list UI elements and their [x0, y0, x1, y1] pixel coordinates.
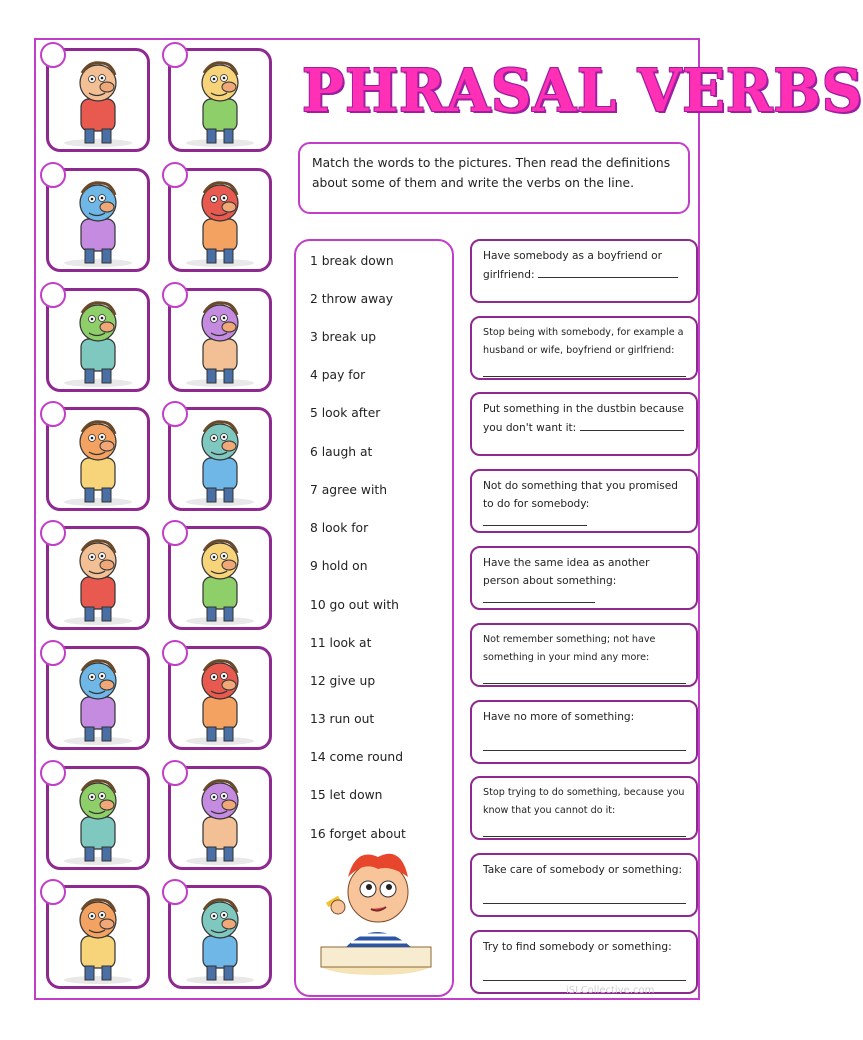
cartoon-illustration — [171, 171, 269, 269]
verb-item: 14 come round — [310, 750, 403, 764]
answer-circle[interactable] — [162, 42, 188, 68]
verb-item: 11 look at — [310, 636, 372, 650]
definition-box — [470, 776, 698, 840]
cartoon-illustration — [49, 410, 147, 508]
verb-item: 16 forget about — [310, 827, 406, 841]
cartoon-illustration — [49, 769, 147, 867]
definition-box — [470, 316, 698, 380]
definition-text: Stop being with somebody, for example a husband or wife, boyfriend or girlfriend: — [483, 327, 684, 356]
cartoon-illustration — [171, 769, 269, 867]
verb-item: 9 hold on — [310, 559, 368, 573]
definition-box — [470, 469, 698, 533]
verb-item: 4 pay for — [310, 368, 366, 382]
page-title: PHRASAL VERBS — [302, 56, 863, 126]
verb-item: 7 agree with — [310, 483, 387, 497]
verb-item: 13 run out — [310, 712, 375, 726]
cartoon-illustration — [171, 649, 269, 747]
answer-line[interactable] — [483, 360, 686, 377]
definition-box — [470, 546, 698, 610]
answer-line[interactable] — [483, 964, 686, 981]
verb-item: 2 throw away — [310, 292, 394, 306]
definition-text: Put something in the dustbin because you don't want it: — [483, 403, 684, 434]
verb-item: 12 give up — [310, 674, 376, 688]
verb-item: 1 break down — [310, 254, 394, 268]
definition-text: Have somebody as a boyfriend or girlfriend: — [483, 250, 662, 281]
cartoon-illustration — [171, 410, 269, 508]
definition-text: Have the same idea as another person about something: — [483, 557, 650, 587]
definition-box — [470, 239, 698, 303]
cartoon-illustration — [49, 529, 147, 627]
definition-box — [470, 623, 698, 687]
cartoon-illustration — [49, 171, 147, 269]
cartoon-illustration — [171, 529, 269, 627]
verb-item: 8 look for — [310, 521, 369, 535]
cartoon-illustration — [49, 888, 147, 986]
answer-line[interactable] — [580, 418, 684, 431]
answer-line[interactable] — [483, 667, 686, 684]
answer-circle[interactable] — [162, 282, 188, 308]
definition-text: Have no more of something: — [483, 711, 635, 723]
answer-circle[interactable] — [40, 282, 66, 308]
answer-circle[interactable] — [40, 162, 66, 188]
definition-text: Stop trying to do something, because you know that you cannot do it: — [483, 787, 685, 816]
answer-circle[interactable] — [162, 162, 188, 188]
definition-text: Try to find somebody or something: — [483, 941, 672, 953]
answer-line[interactable] — [483, 590, 595, 603]
answer-circle[interactable] — [40, 520, 66, 546]
definition-box — [470, 700, 698, 764]
answer-circle[interactable] — [40, 879, 66, 905]
verb-item: 10 go out with — [310, 598, 399, 612]
cartoon-illustration — [171, 888, 269, 986]
cartoon-illustration — [171, 291, 269, 389]
answer-line[interactable] — [538, 265, 678, 278]
definition-text: Not remember something; not have something in your mind any more: — [483, 634, 656, 663]
answer-line[interactable] — [483, 734, 686, 751]
verb-item: 3 break up — [310, 330, 377, 344]
instructions-box: Match the words to the pictures. Then read the definitions about some of them and write the verbs on the line. — [298, 142, 690, 214]
cartoon-illustration — [49, 649, 147, 747]
answer-circle[interactable] — [40, 760, 66, 786]
cartoon-illustration — [49, 51, 147, 149]
thinking-boy-illustration — [316, 847, 436, 977]
answer-circle[interactable] — [40, 42, 66, 68]
answer-circle[interactable] — [162, 640, 188, 666]
definition-box — [470, 392, 698, 456]
answer-circle[interactable] — [162, 401, 188, 427]
verb-item: 6 laugh at — [310, 445, 373, 459]
cartoon-illustration — [171, 51, 269, 149]
verb-item: 15 let down — [310, 788, 383, 802]
answer-circle[interactable] — [162, 520, 188, 546]
verb-item: 5 look after — [310, 406, 381, 420]
answer-line[interactable] — [483, 513, 587, 526]
definition-text: Take care of somebody or something: — [483, 864, 683, 876]
answer-circle[interactable] — [162, 879, 188, 905]
definition-text: Not do something that you promised to do for somebody: — [483, 480, 679, 510]
answer-circle[interactable] — [40, 401, 66, 427]
definition-box — [470, 853, 698, 917]
cartoon-illustration — [49, 291, 147, 389]
watermark: iSLCollective.com — [566, 985, 655, 996]
answer-line[interactable] — [483, 887, 686, 904]
answer-circle[interactable] — [162, 760, 188, 786]
verb-list — [294, 239, 454, 997]
answer-circle[interactable] — [40, 640, 66, 666]
answer-line[interactable] — [483, 820, 686, 837]
